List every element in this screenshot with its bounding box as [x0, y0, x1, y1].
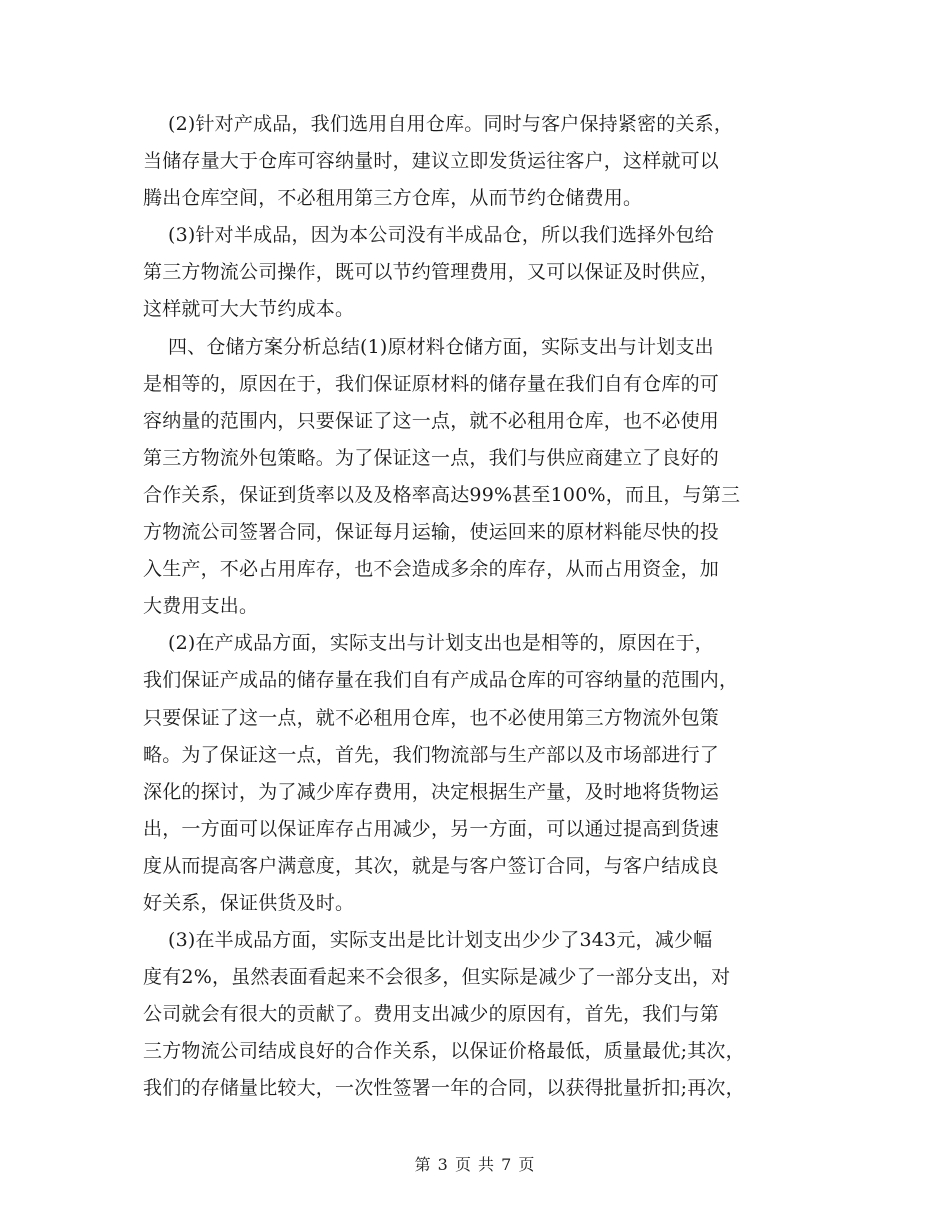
- text-line: 我们保证产成品的储存量在我们自有产成品仓库的可容纳量的范围内，: [143, 669, 739, 692]
- text-line: 度有2%，虽然表面看起来不会很多，但实际是减少了一部分支出，对: [143, 966, 731, 989]
- text-line: (2)针对产成品，我们选用自用仓库。同时与客户保持紧密的关系，: [143, 113, 734, 135]
- page-number-footer: 第 3 页 共 7 页: [414, 1155, 536, 1174]
- text-line: 度从而提高客户满意度，其次，就是与客户签订合同，与客户结成良: [143, 854, 720, 877]
- text-line: 是相等的，原因在于，我们保证原材料的储存量在我们自有仓库的可: [143, 372, 720, 395]
- text-line: (3)针对半成品，因为本公司没有半成品仓，所以我们选择外包给: [143, 224, 714, 247]
- text-line: 好关系，保证供货及时。: [143, 891, 355, 914]
- text-line: 第三方物流公司操作，既可以节约管理费用，又可以保证及时供应，: [143, 261, 720, 284]
- text-line: 容纳量的范围内，只要保证了这一点，就不必租用仓库，也不必使用: [143, 409, 720, 432]
- text-line: 略。为了保证这一点，首先，我们物流部与生产部以及市场部进行了: [143, 743, 720, 766]
- text-line: (2)在产成品方面，实际支出与计划支出也是相等的，原因在于，: [143, 632, 714, 655]
- text-line: 只要保证了这一点，就不必租用仓库，也不必使用第三方物流外包策: [143, 706, 720, 729]
- text-line: 合作关系，保证到货率以及及格率高达99%甚至100%，而且，与第三: [143, 483, 741, 506]
- text-line: 三方物流公司结成良好的合作关系，以保证价格最低，质量最优;其次，: [143, 1040, 745, 1063]
- body-text: [143, 106, 823, 1108]
- text-line: 深化的探讨，为了减少库存费用，决定根据生产量，及时地将货物运: [143, 780, 720, 803]
- text-line: 方物流公司签署合同，保证每月运输，使运回来的原材料能尽快的投: [143, 521, 720, 544]
- text-line: 出，一方面可以保证库存占用减少，另一方面，可以通过提高到货速: [143, 817, 720, 840]
- text-line: 公司就会有很大的贡献了。费用支出减少的原因有，首先，我们与第: [143, 1003, 720, 1026]
- text-line: (3)在半成品方面，实际支出是比计划支出少少了343元，减少幅: [143, 929, 713, 952]
- text-line: 第三方物流外包策略。为了保证这一点，我们与供应商建立了良好的: [143, 446, 720, 469]
- text-line: 当储存量大于仓库可容纳量时，建议立即发货运往客户，这样就可以: [143, 150, 720, 173]
- text-line: 入生产，不必占用库存，也不会造成多余的库存，从而占用资金，加: [143, 558, 720, 581]
- text-line: 腾出仓库空间，不必租用第三方仓库，从而节约仓储费用。: [143, 187, 643, 210]
- text-line: 四、仓储方案分析总结(1)原材料仓储方面，实际支出与计划支出: [143, 335, 714, 358]
- text-line: 我们的存储量比较大，一次性签署一年的合同，以获得批量折扣;再次，: [143, 1077, 745, 1100]
- text-line: 大费用支出。: [143, 595, 259, 618]
- text-line: 这样就可大大节约成本。: [143, 298, 355, 321]
